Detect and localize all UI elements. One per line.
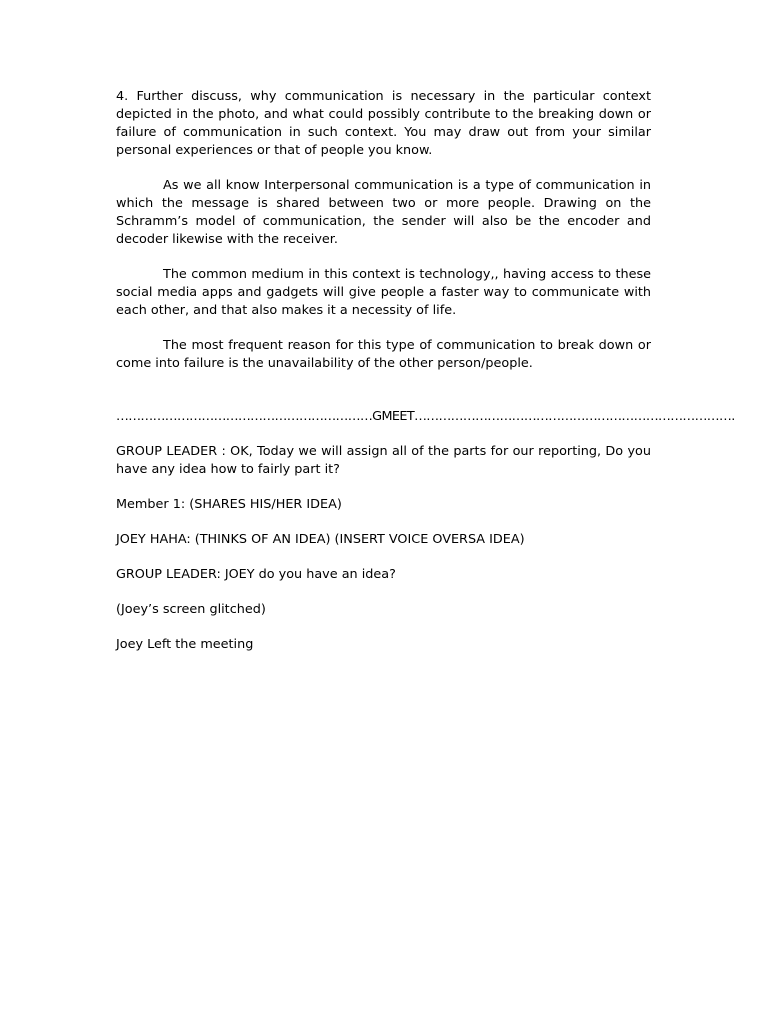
document-page — [116, 88, 735, 671]
script-line: GROUP LEADER: JOEY do you have an idea? — [116, 567, 396, 582]
script-line: (Joey’s screen glitched) — [116, 602, 266, 617]
gmeet-divider: ………………………………………………………GMEET……………………………………………………………………. — [116, 409, 735, 424]
script-line: JOEY HAHA: (THINKS OF AN IDEA) (INSERT VOICE OVERSA IDEA) — [116, 532, 525, 547]
script-line: GROUP LEADER : OK, Today we will assign all of the parts for our reporting, Do you have any idea how to fairly part it? — [116, 444, 651, 477]
answer-paragraph: The most frequent reason for this type of communication to break down or come into failure is the unavailability of the other person/people. — [116, 338, 651, 371]
answer-paragraph: As we all know Interpersonal communication is a type of communication in which the message is shared between two or more people. Drawing on the Schramm’s model of communication, the sender will also be the encoder and decoder likewise with the receiver. — [116, 178, 651, 247]
question-paragraph: 4. Further discuss, why communication is necessary in the particular context depicted in the photo, and what could possibly contribute to the breaking down or failure of communication in such context. You may draw out from your similar personal experiences or that of people you know. — [116, 89, 651, 158]
script-line: Joey Left the meeting — [116, 637, 254, 652]
script-line: Member 1: (SHARES HIS/HER IDEA) — [116, 497, 342, 512]
answer-paragraph: The common medium in this context is technology,, having access to these social media apps and gadgets will give people a faster way to communicate with each other, and that also makes it a necessity of life. — [116, 267, 651, 318]
